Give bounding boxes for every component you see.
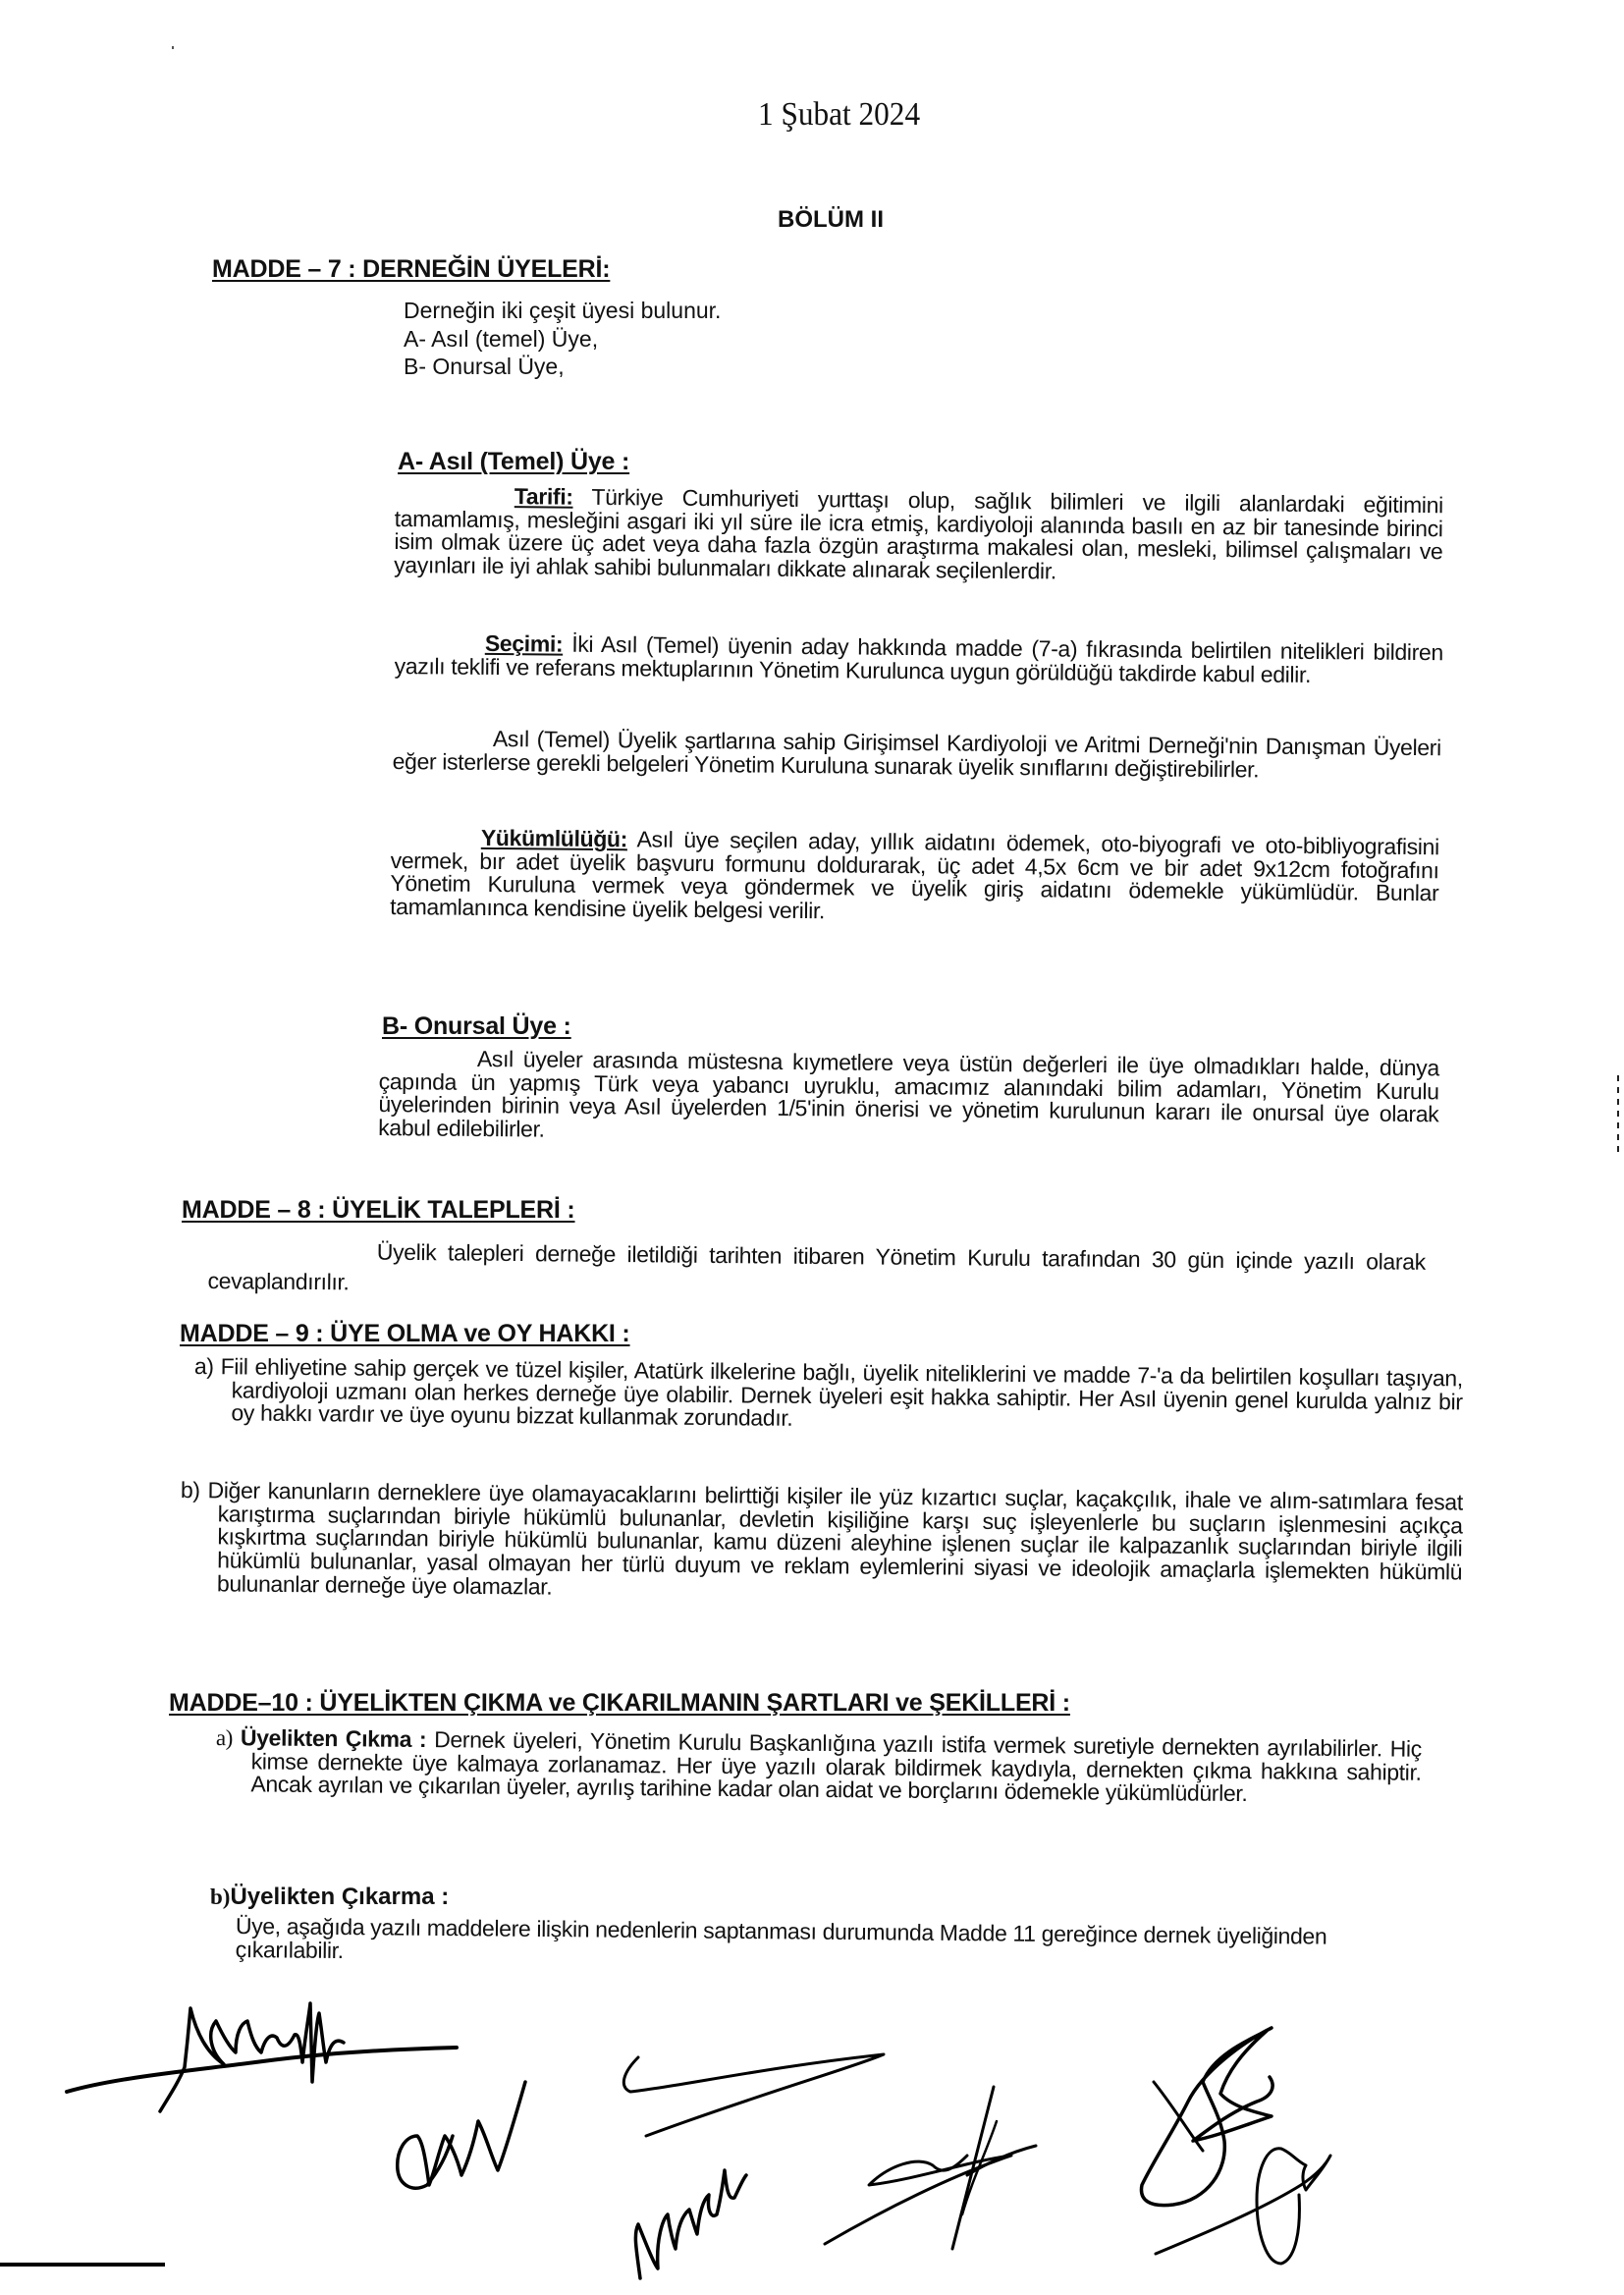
secimi-paragraph [395,631,1443,688]
madde-7-heading: MADDE – 7 : DERNEĞİN ÜYELERİ: [212,255,611,283]
tarifi-label: Tarifi: [514,483,573,510]
madde-7-item-a: A- Asıl (temel) Üye, [404,325,599,352]
uyelikten-cikma-text: Dernek üyeleri, Yönetim Kurulu Başkanlığına yazılı istifa vermek suretiyle dernekten ayrılabilirler. Hiç kimse dernekte üye kalmaya zorlanamaz. Her üye yazılı olarak bildirmek kaydıyla, dernekten çıkma hakkına sahiptir. Ancak ayrılan ve çıkarılan üyeler, ayrılış tarihine kadar olan aidat ve borçlarını ödemekle yükümlüdürler. [250,1726,1422,1807]
uyelikten-cikma-label: Üyelikten Çıkma : [240,1724,427,1753]
madde-10-item-b-heading [210,1884,449,1911]
madde-9-item-b: b) Diğer kanunların derneklere üye olamayacaklarını belirttiği kişiler ile yüz kızartıcı suçlar, kaçakçılık, ihale ve alım-satımlara fesat karıştırma suçlarından biriyle hükümlü bulunanlar, devletin kişiliğine karşı suç işleyenlerle bu suçların işlenmesini açıkça kışkırtma suçlarından biriyle hükümlü bulunanlar, kamu düzeni aleyhine işlenen suçlar ile kalpazanlık suçlarından biriyle ilgili hükümlü bulunanlar, yasal olmayan her türlü duyum ve reklam eylemlerini siyasi ve ideolojik amaçlarla işlemekten hükümlü bulunanlar derneğe üye olamazlar. [180,1477,1463,1600]
scan-edge-dots [1617,1075,1619,1156]
madde-10-item-b-text: Üye, aşağıda yazılı maddelere ilişkin nedenlerin saptanması durumunda Madde 11 gereğince dernek üyeliğinden çıkarılabilir. [235,1913,1327,1963]
danisman-paragraph: Asıl (Temel) Üyelik şartlarına sahip Girişimsel Kardiyoloji ve Aritmi Derneği'nin Danışman Üyeleri eğer isterlerse gerekli belgeleri Yönetim Kuruluna sunarak üyelik sınıflarını değiştirebilirler. [392,725,1441,783]
madde-8-paragraph: Üyelik talepleri derneğe iletildiği tarihten itibaren Yönetim Kurulu tarafından 30 gün içinde yazılı olarak cevaplandırılır. [207,1238,1426,1295]
madde-7-intro: Derneğin iki çeşit üyesi bulunur. [404,298,722,323]
uyelikten-cikarma-label: Üyelikten Çıkarma : [230,1884,450,1910]
madde-9-heading: MADDE – 9 : ÜYE OLMA ve OY HAKKI : [180,1320,630,1347]
section-title: BÖLÜM II [778,206,884,233]
madde-7-intro-block [404,297,721,381]
signature-4 [805,2082,1041,2278]
yukumlulugu-text: Asıl üye seçilen aday, yıllık aidatını ödemek, oto-biyografi ve oto-bibliyografisini vermek, bır adet üyelik başvuru formunu doldurarak, üç adet 4,5x 6cm ve bir adet 9x12cm fotoğrafını Yönetim Kuruluna vermek veya göndermek ve üyelik giriş aidatını ödemekle yükümlüdür. Bunlar tamamlanınca kendisine üyelik belgesi verilir. [390,826,1439,924]
tarifi-paragraph [394,484,1443,587]
madde-10-heading: MADDE–10 : ÜYELİKTEN ÇIKMA ve ÇIKARILMANIN ŞARTLARI ve ŞEKİLLERİ : [169,1689,1070,1717]
madde-9-item-a: a) Fiil ehliyetine sahip gerçek ve tüzel kişiler, Atatürk ilkelerine bağlı, üyelik niteliklerini ve madde 7-'a da belirtilen koşulları taşıyan, kardiyoloji uzmanı olan herkes derneğe üye olabilir. Dernek üyeleri eşit hakka sahiptir. Her Asıl üyenin genel kurulda yalnız bir oy hakkı vardır ve üye oyunu bizzat kullanmak zorundadır. [193,1353,1463,1432]
item-a-marker: a) [215,1725,234,1751]
madde-8-heading: MADDE – 8 : ÜYELİK TALEPLERİ : [182,1196,575,1224]
asil-uye-heading: A- Asıl (Temel) Üye : [398,448,630,475]
signature-5 [1134,2023,1360,2278]
secimi-label: Seçimi: [484,629,564,657]
scan-speck [172,46,174,49]
scan-edge-line [0,2263,165,2267]
onursal-uye-heading: B- Onursal Üye : [382,1012,571,1040]
yukumlulugu-label: Yükümlülüğü: [480,824,628,852]
document-date: 1 Şubat 2024 [758,96,921,133]
tarifi-text: Türkiye Cumhuriyeti yurttaşı olup, sağlık bilimleri ve ilgili alanlardaki eğitimini tamamlamış, mesleğini asgari iki yıl süre ile icra etmiş, kardiyoloji alanında basılı en az bir tanesinde birinci isim olmak üzere üç adet veya daha fazla özgün araştırma makalesi olan, mesleki, bilimsel çalışmaları ve yayınları ile iyi ahlak sahibi bulunmaları dikkate alınarak seçilenlerdir. [394,483,1443,584]
item-b-marker: b) [210,1885,231,1909]
signature-2 [388,2077,535,2200]
onursal-uye-paragraph: Asıl üyeler arasında müstesna kıymetlere veya üstün değerleri ile üye olmadıkları halde, dünya çapında ün yapmış Türk veya yabancı uyruklu, amacımız alanındaki bilim adamları, Yönetim Kurulu üyelerinden birinin veya Asıl üyelerden 1/5'inin önerisi ve yönetim kurulunun kararı ile onursal üye olarak kabul edilebilirler. [378,1045,1439,1142]
madde-10-item-a [215,1726,1422,1808]
madde-7-item-b: B- Onursal Üye, [404,354,565,379]
yukumlulugu-paragraph [390,826,1439,929]
secimi-text: İki Asıl (Temel) üyenin aday hakkında madde (7-a) fıkrasında belirtilen nitelikleri bildiren yazılı teklifi ve referans mektuplarının Yönetim Kurulunca uygun görüldüğü takdirde kabul edilir. [394,630,1443,687]
